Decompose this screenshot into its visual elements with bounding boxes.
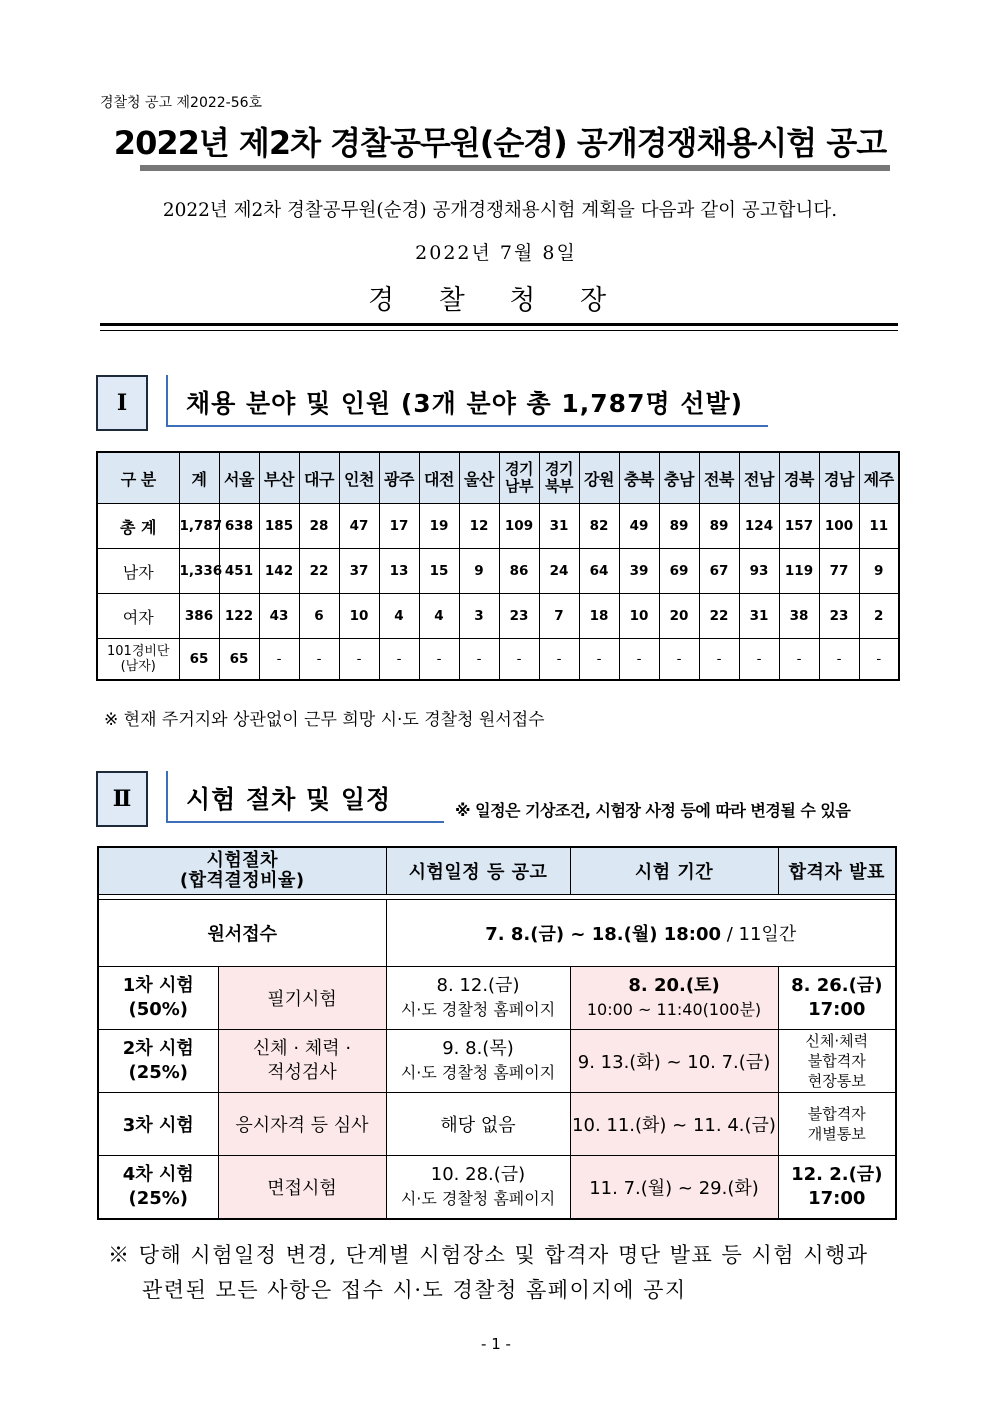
announce-where: 시·도 경찰청 홈페이지 (400, 1063, 556, 1082)
result-line1: 신체·체력 (805, 1032, 869, 1050)
table-cell: 67 (699, 549, 739, 594)
staffing-table (96, 451, 900, 681)
stage-ratio: (50%) (128, 999, 189, 1020)
header-procedure-label: 시험절차 (206, 850, 279, 871)
table-row (97, 549, 899, 594)
stage-label: 4차 시험 (122, 1164, 194, 1185)
table-cell: - (739, 639, 779, 681)
section1-number: I (116, 390, 128, 416)
table-cell: 124 (739, 504, 779, 549)
header-cell: 경기 남부 (499, 452, 539, 504)
table-cell: 15 (419, 549, 459, 594)
result-line3: 현장통보 (807, 1072, 866, 1090)
period-cell: 11. 7.(월) ~ 29.(화) (570, 1156, 778, 1220)
header-cell: 인천 (339, 452, 379, 504)
application-row (98, 900, 896, 967)
announce-cell (386, 1156, 570, 1220)
table-cell: - (779, 639, 819, 681)
header-cell: 강원 (579, 452, 619, 504)
stage-ratio: (25%) (128, 1188, 189, 1209)
table-cell: - (699, 639, 739, 681)
table-cell: 12 (459, 504, 499, 549)
row-label: 여자 (97, 594, 179, 639)
schedule-change-note: ※ 일정은 기상조건, 시험장 사정 등에 따라 변경될 수 있음 (455, 801, 851, 820)
application-period-rest: / 11일간 (721, 924, 797, 945)
table-cell: 100 (819, 504, 859, 549)
announce-date: 10. 28.(금) (430, 1164, 526, 1185)
page-title: 2022년 제2차 경찰공무원(순경) 공개경쟁채용시험 공고 (113, 124, 887, 162)
divider-thick (100, 323, 898, 326)
table-row (97, 639, 899, 681)
table-cell: 89 (699, 504, 739, 549)
table-cell: 20 (659, 594, 699, 639)
table-cell: 43 (259, 594, 299, 639)
table-cell: 65 (179, 639, 219, 681)
header-result: 합격자 발표 (778, 847, 896, 895)
table-cell: 18 (579, 594, 619, 639)
table-row (97, 504, 899, 549)
header-cell: 충남 (659, 452, 699, 504)
divider-thin (100, 330, 898, 331)
period-cell: 9. 13.(화) ~ 10. 7.(금) (570, 1030, 778, 1093)
result-cell (778, 1093, 896, 1156)
header-cell: 제주 (859, 452, 899, 504)
table-cell: 10 (339, 594, 379, 639)
table-cell: 10 (619, 594, 659, 639)
header-cell: 경남 (819, 452, 859, 504)
application-period-main: 7. 8.(금) ~ 18.(월) 18:00 (485, 924, 722, 945)
table-cell: 31 (739, 594, 779, 639)
result-time: 17:00 (808, 999, 866, 1020)
table-cell: - (619, 639, 659, 681)
stage-cell (98, 1030, 218, 1093)
table-cell: 7 (539, 594, 579, 639)
result-cell (778, 967, 896, 1030)
table-cell: - (659, 639, 699, 681)
period-date: 8. 20.(토) (628, 975, 720, 996)
announce-where: 시·도 경찰청 홈페이지 (400, 1000, 556, 1019)
header-cell: 대전 (419, 452, 459, 504)
header-cell: 부산 (259, 452, 299, 504)
result-cell (778, 1156, 896, 1220)
stage-cell (98, 967, 218, 1030)
result-date: 8. 26.(금) (791, 975, 883, 996)
table-cell: 17 (379, 504, 419, 549)
result-line2: 개별통보 (807, 1125, 866, 1143)
table-cell: 142 (259, 549, 299, 594)
table-row (98, 1030, 896, 1093)
schedule-table (97, 846, 897, 1220)
table-cell: 47 (339, 504, 379, 549)
section2-note-line2: 관련된 모든 사항은 접수 시·도 경찰청 홈페이지에 공지 (142, 1278, 687, 1302)
header-cell: 경북 (779, 452, 819, 504)
table-cell: 11 (859, 504, 899, 549)
table-cell: 9 (459, 549, 499, 594)
result-line1: 불합격자 (807, 1105, 866, 1123)
section2-number: Ⅱ (112, 786, 132, 812)
row-label: 101경비단 (남자) (97, 639, 179, 681)
table-cell: 122 (219, 594, 259, 639)
table-cell: - (379, 639, 419, 681)
table-cell: 82 (579, 504, 619, 549)
section1-number-box (96, 375, 148, 431)
table-cell: 38 (779, 594, 819, 639)
result-line2: 불합격자 (807, 1052, 866, 1070)
announce-date: 9. 8.(목) (442, 1038, 514, 1059)
table-cell: 6 (299, 594, 339, 639)
table-cell: - (419, 639, 459, 681)
notice-number: 경찰청 공고 제2022-56호 (100, 95, 263, 111)
section1-title: 채용 분야 및 인원 (3개 분야 총 1,787명 선발) (186, 389, 744, 418)
table-row (97, 594, 899, 639)
table-cell: 2 (859, 594, 899, 639)
header-cell: 계 (179, 452, 219, 504)
exam-cell: 응시자격 등 심사 (218, 1093, 386, 1156)
exam-label-sub: 적성검사 (267, 1062, 337, 1083)
table-cell: 4 (379, 594, 419, 639)
table-cell: - (859, 639, 899, 681)
header-cell: 경기 북부 (539, 452, 579, 504)
title-underline (140, 165, 890, 171)
period-time: 10:00 ~ 11:40(100분) (586, 1000, 762, 1019)
header-cell: 구 분 (97, 452, 179, 504)
table-cell: 39 (619, 549, 659, 594)
stage-cell: 3차 시험 (98, 1093, 218, 1156)
table-cell: 1,336 (179, 549, 219, 594)
header-cell: 서울 (219, 452, 259, 504)
notice-date: 2022년 7월 8일 (415, 242, 577, 264)
row-label: 남자 (97, 549, 179, 594)
table-cell: 638 (219, 504, 259, 549)
table-cell: 69 (659, 549, 699, 594)
table-cell: - (259, 639, 299, 681)
page-number: - 1 - (481, 1335, 511, 1353)
header-period: 시험 기간 (570, 847, 778, 895)
result-date: 12. 2.(금) (791, 1164, 883, 1185)
table-cell: - (339, 639, 379, 681)
table-cell: - (539, 639, 579, 681)
table-cell: 13 (379, 549, 419, 594)
table-cell: 22 (699, 594, 739, 639)
header-cell: 충북 (619, 452, 659, 504)
result-cell (778, 1030, 896, 1093)
table-cell: - (459, 639, 499, 681)
table-cell: 65 (219, 639, 259, 681)
result-time: 17:00 (808, 1188, 866, 1209)
stage-label: 1차 시험 (122, 975, 194, 996)
header-cell: 대구 (299, 452, 339, 504)
section2-note (108, 1238, 908, 1308)
table-cell: 93 (739, 549, 779, 594)
table-cell: 9 (859, 549, 899, 594)
stage-ratio: (25%) (128, 1062, 189, 1083)
table-row (98, 1156, 896, 1220)
table-header-row (97, 452, 899, 504)
table-cell: 119 (779, 549, 819, 594)
table-cell: 386 (179, 594, 219, 639)
period-cell (570, 967, 778, 1030)
header-cell: 울산 (459, 452, 499, 504)
header-cell: 광주 (379, 452, 419, 504)
announce-cell: 해당 없음 (386, 1093, 570, 1156)
header-procedure-sub: (합격결정비율) (179, 870, 305, 891)
table-cell: 3 (459, 594, 499, 639)
table-cell: - (499, 639, 539, 681)
table-cell: 37 (339, 549, 379, 594)
table-row (98, 967, 896, 1030)
table-cell: 157 (779, 504, 819, 549)
header-procedure (98, 847, 386, 895)
table-cell: 77 (819, 549, 859, 594)
table-cell: - (579, 639, 619, 681)
table-cell: 89 (659, 504, 699, 549)
announce-where: 시·도 경찰청 홈페이지 (400, 1189, 556, 1208)
section1-note: ※ 현재 주거지와 상관없이 근무 희망 시·도 경찰청 원서접수 (104, 710, 545, 730)
table-cell: - (299, 639, 339, 681)
stage-label: 2차 시험 (122, 1038, 194, 1059)
exam-cell (218, 1030, 386, 1093)
table-cell: 23 (819, 594, 859, 639)
table-cell: 451 (219, 549, 259, 594)
section2-note-line1: ※ 당해 시험일정 변경, 단계별 시험장소 및 합격자 명단 발표 등 시험 시행과 (108, 1243, 869, 1267)
table-cell: 64 (579, 549, 619, 594)
announce-cell (386, 967, 570, 1030)
table-cell: 1,787 (179, 504, 219, 549)
application-label: 원서접수 (98, 900, 386, 967)
table-cell: 19 (419, 504, 459, 549)
section2-number-box (96, 771, 148, 827)
exam-label: 신체 · 체력 · (252, 1038, 352, 1059)
table-cell: 31 (539, 504, 579, 549)
table-cell: 49 (619, 504, 659, 549)
header-cell: 전남 (739, 452, 779, 504)
table-cell: 185 (259, 504, 299, 549)
application-period (386, 900, 896, 967)
table-cell: 4 (419, 594, 459, 639)
table-cell: 24 (539, 549, 579, 594)
header-cell: 전북 (699, 452, 739, 504)
intro-text: 2022년 제2차 경찰공무원(순경) 공개경쟁채용시험 계획을 다음과 같이 공고합니다. (162, 200, 838, 221)
row-label: 총 계 (97, 504, 179, 549)
table-cell: 109 (499, 504, 539, 549)
schedule-header-row (98, 847, 896, 895)
signer: 경 찰 청 장 (367, 285, 625, 316)
table-cell: 86 (499, 549, 539, 594)
exam-cell: 필기시험 (218, 967, 386, 1030)
header-announce: 시험일정 등 공고 (386, 847, 570, 895)
table-cell: 28 (299, 504, 339, 549)
announce-date: 8. 12.(금) (436, 975, 520, 996)
table-cell: - (819, 639, 859, 681)
stage-cell (98, 1156, 218, 1220)
table-row (98, 1093, 896, 1156)
section2-title: 시험 절차 및 일정 (186, 785, 392, 814)
exam-cell: 면접시험 (218, 1156, 386, 1220)
table-cell: 22 (299, 549, 339, 594)
period-cell: 10. 11.(화) ~ 11. 4.(금) (570, 1093, 778, 1156)
announce-cell (386, 1030, 570, 1093)
table-cell: 23 (499, 594, 539, 639)
